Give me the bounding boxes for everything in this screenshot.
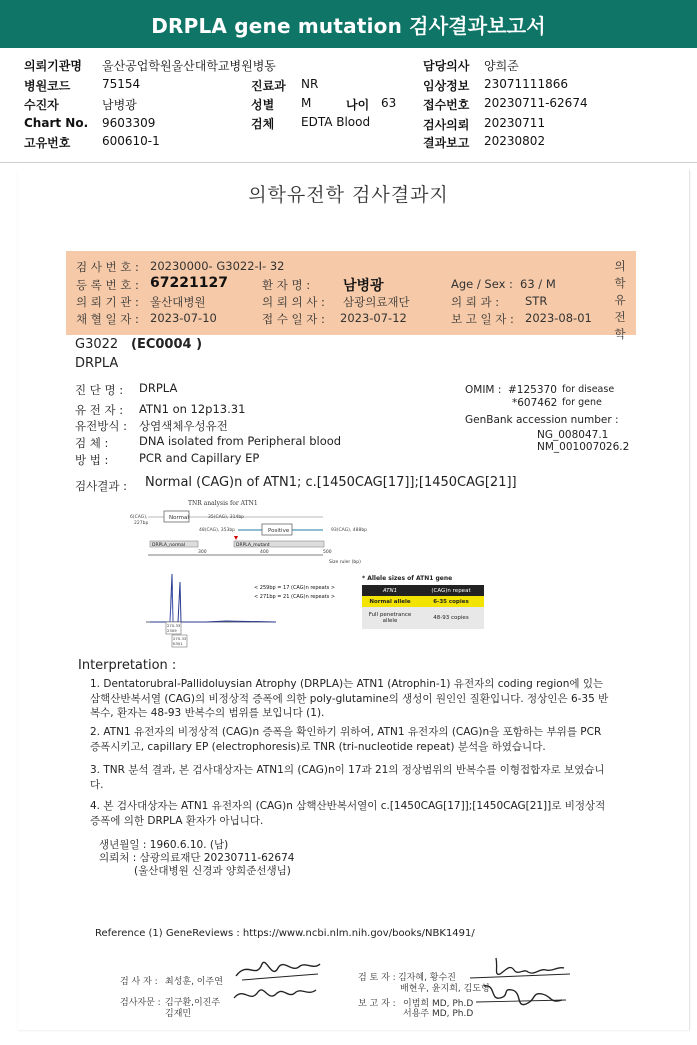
method-label: 방 법 : [75, 453, 109, 467]
side-char: 학 [614, 276, 626, 290]
request-label: 검사의뢰 [423, 118, 470, 132]
allele-table-cell: 6-35 copies [433, 598, 469, 605]
side-char: 의 [614, 259, 626, 273]
electropherogram [146, 562, 366, 652]
hospital-code-label: 병원코드 [24, 79, 71, 93]
reviewer2: 배현우, 윤지희, 김도형 [400, 984, 490, 994]
sex-label: 성별 [251, 98, 275, 112]
receive-date: 2023-07-12 [340, 311, 407, 325]
age-label: 나이 [346, 98, 370, 112]
test-code: G3022 [75, 337, 119, 352]
clinical-info-value: 23071111866 [484, 77, 568, 91]
positive-box-label: Positive [268, 528, 290, 534]
req-inst-label: 의 뢰 기 관 : [76, 295, 139, 309]
referral: 의뢰처 : 삼광의료재단 20230711-62674 [99, 852, 295, 864]
peak-label: 270.33 [167, 623, 181, 628]
specimen-label: 검체 [251, 117, 275, 131]
doctor-value: 양희준 [484, 59, 519, 73]
diag-value: DRPLA [139, 381, 178, 395]
fig-title: TNR analysis for ATN1 [188, 500, 258, 507]
peak-label: 270.33 [173, 636, 187, 641]
result-value: Normal (CAG)n of ATN1; c.[1450CAG[17]];[1450CAG[21]] [145, 475, 517, 490]
method-value: PCR and Capillary EP [139, 451, 260, 465]
report-label: 결과보고 [423, 136, 470, 150]
institution-label: 의뢰기관명 [24, 59, 82, 73]
age-sex: 63 / M [520, 277, 556, 291]
reporter2: 서용주 MD, Ph.D [403, 1009, 474, 1019]
req-inst: 울산대병원 [150, 295, 206, 309]
reference: Reference (1) GeneReviews : https://www.ncbi.nlm.nih.gov/books/NBK1491/ [95, 928, 475, 939]
side-char: 전 [614, 310, 626, 324]
collect-label: 채 혈 일 자 : [76, 312, 139, 326]
req-doctor: 삼광의료재단 [343, 295, 410, 309]
patient-value: 남병광 [102, 98, 137, 112]
reporter-label: 보 고 자 : [358, 999, 396, 1009]
omim-gene-note: for gene [562, 397, 602, 408]
tick-label: 300 [198, 550, 207, 555]
hospital-code-value: 75154 [102, 77, 141, 91]
marker-arrow [234, 536, 238, 540]
peak-label: K301 [173, 641, 183, 646]
band-report-date: 2023-08-01 [525, 311, 592, 325]
repeat-label: < 259bp = 17 (CAG)n repeats > [254, 585, 336, 591]
patient-name: 남병광 [343, 278, 384, 294]
exam-no: 20230000- G3022-I- 32 [150, 259, 285, 273]
doctor2: STR [525, 294, 548, 308]
interpretation-title: Interpretation : [78, 658, 177, 673]
examiner-label: 검 사 자 : [120, 977, 158, 987]
inherit-label: 유전방식 : [75, 419, 127, 433]
allele-table-cell: 48-93 copies [433, 615, 469, 621]
age-value: 63 [381, 96, 397, 110]
side-label [611, 258, 629, 343]
interp-paragraph: 3. TNR 분석 결과, 본 검사대상자는 ATN1의 (CAG)n이 17과 21의 정상범위의 반복수를 이형접합자로 보였습니다. [90, 764, 605, 791]
allele-table-header: (CAG)n repeat [431, 587, 471, 594]
report-title: DRPLA gene mutation 검사결과보고서 [0, 0, 697, 48]
patient-name-label: 환 자 명 : [262, 278, 311, 292]
tick-label: 400 [260, 550, 269, 555]
chart-label: Chart No. [24, 116, 89, 130]
fig-label: 35(CAG), 314bp [208, 515, 245, 520]
omim-gene: *607462 [512, 397, 558, 409]
specimen-value: EDTA Blood [301, 115, 371, 129]
exam-no-label: 검 사 번 호 : [76, 260, 139, 274]
document-title: 의학유전학 검사결과지 [248, 184, 449, 206]
result-label: 검사결과 : [75, 479, 127, 493]
genbank-label: GenBank accession number : [465, 414, 619, 426]
side-char: 유 [614, 293, 626, 307]
allele-table-header: ATN1 [382, 587, 398, 594]
fig-label: 227bp [134, 521, 149, 526]
peak-label: 2309 [167, 628, 177, 633]
allele-table-cell: Full penetrance allele [368, 612, 412, 624]
doctor-label: 담당의사 [423, 59, 470, 73]
referral-doctor: (울산대병원 신경과 양희준선생님) [134, 865, 291, 877]
request-value: 20230711 [484, 116, 546, 130]
reporter: 이범희 MD, Ph.D [403, 999, 474, 1009]
patient-label: 수진자 [24, 98, 59, 112]
interp-paragraph: 1. Dentatorubral-Pallidoluysian Atrophy (DRPLA)는 ATN1 (Atrophin-1) 유전자의 coding region에 있는 삼핵산반복서열 (CAG)의 비정상적 증폭에 의한 poly-glutamine의 생성이 원인인 질환입니다. 정상인은 6-35 반복수, 환자는 48-93 반복수의 범위를 보입니다 (1). [90, 678, 609, 719]
institution-value: 울산공업학원울산대학교병원병동 [102, 59, 276, 73]
fig-label: 93(CAG), 488bp [331, 528, 368, 533]
allele-table-title: * Allele sizes of ATN1 gene [362, 575, 453, 582]
receipt-label: 접수번호 [423, 98, 470, 112]
genbank-1: NG_008047.1 [537, 429, 609, 441]
receive-label: 접 수 일 자 : [262, 312, 325, 326]
birth-date: 생년월일 : 1960.6.10. (남) [99, 839, 229, 851]
bar-label: DRPLA_normal [152, 543, 186, 548]
advisor2: 김재민 [165, 1009, 192, 1019]
examiner: 최성훈, 이주연 [165, 977, 223, 987]
advisor-label: 검사자문 : [120, 998, 161, 1008]
doctor2-label: 의 뢰 과 : [451, 295, 500, 309]
header-divider [0, 162, 697, 163]
test-ec: (EC0004 ) [131, 337, 203, 352]
chart-value: 9603309 [102, 116, 156, 130]
interp-paragraph: 4. 본 검사대상자는 ATN1 유전자의 (CAG)n 삼핵산반복서열이 c.[1450CAG[17]];[1450CAG[21]]로 비정상적 증폭에 의한 DRPLA 환자가 아닙니다. [90, 800, 606, 827]
examiner-signature [228, 950, 328, 1012]
inherit-value: 상염색체우성유전 [139, 419, 228, 433]
specimen-value: DNA isolated from Peripheral blood [139, 434, 342, 448]
reviewer-label: 검 토 자 : [358, 973, 396, 983]
bar-label: DRPLA_mutant [236, 543, 270, 548]
age-sex-label: Age / Sex : [451, 277, 513, 291]
fig-label: 48(CAG), 353bp [199, 528, 236, 533]
unique-label: 고유번호 [24, 136, 71, 150]
department-value: NR [301, 77, 319, 91]
fig-label: 6(CAG), [130, 515, 148, 520]
reg-no-label: 등 록 번 호 : [76, 278, 139, 292]
reviewer: 김자혜, 황수진 [398, 973, 456, 983]
test-name: DRPLA [75, 356, 119, 371]
department-label: 진료과 [251, 79, 286, 93]
band-report-label: 보 고 일 자 : [451, 312, 514, 326]
report-value: 20230802 [484, 134, 546, 148]
omim-label: OMIM : [465, 384, 502, 396]
diag-label: 진 단 명 : [75, 383, 124, 397]
receipt-value: 20230711-62674 [484, 96, 588, 110]
allele-table-cell: Normal allele [369, 598, 411, 605]
omim-disease: #125370 [508, 384, 557, 396]
specimen-label: 검 체 : [75, 436, 109, 450]
gene-value: ATN1 on 12p13.31 [139, 402, 246, 416]
collect-date: 2023-07-10 [150, 311, 217, 325]
clinical-info-label: 임상정보 [423, 79, 470, 93]
omim-disease-note: for disease [562, 384, 615, 395]
sex-value: M [301, 96, 312, 110]
repeat-label: < 271bp = 21 (CAG)n repeats > [254, 594, 336, 600]
side-char: 학 [614, 327, 626, 341]
tick-label: 500 [323, 550, 332, 555]
advisor: 김구환,이진주 [165, 998, 221, 1008]
reg-no: 67221127 [150, 275, 228, 291]
normal-box-label: Normal [169, 515, 189, 521]
reviewer-signature [466, 950, 576, 1016]
allele-size-table [362, 575, 484, 637]
unique-value: 600610-1 [102, 134, 160, 148]
ruler-label: Size ruler (bp) [329, 560, 361, 565]
interp-paragraph: 2. ATN1 유전자의 비정상적 (CAG)n 증폭을 확인하기 위하여, ATN1 유전자의 (CAG)n을 포함하는 부위를 PCR 증폭시키고, capillary EP (electrophoresis)로 TNR (tri-nucleotide repeat) 분석을 하였습니다. [90, 726, 602, 753]
genbank-2: NM_001007026.2 [537, 441, 630, 453]
gene-label: 유 전 자 : [75, 403, 124, 417]
req-doctor-label: 의 뢰 의 사 : [262, 295, 325, 309]
